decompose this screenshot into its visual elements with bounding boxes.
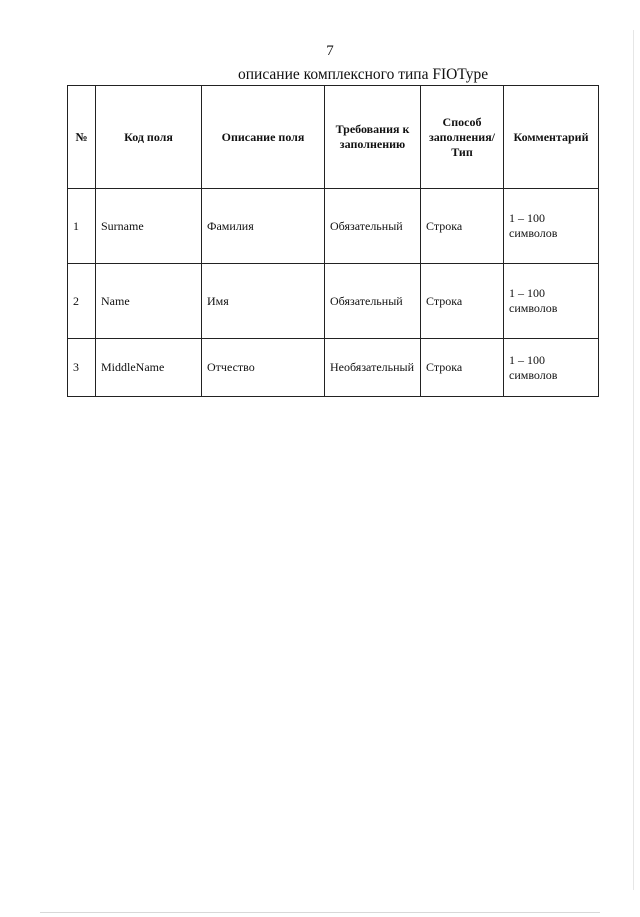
field-type: Строка: [421, 339, 504, 397]
header-number: №: [68, 86, 96, 189]
table-row: [68, 264, 599, 339]
header-requirements: Требования к заполнению: [325, 86, 421, 189]
field-requirement: Обязательный: [325, 189, 421, 264]
field-code: Name: [96, 264, 202, 339]
scan-edge-bottom: [40, 912, 600, 913]
field-type: Строка: [421, 189, 504, 264]
row-number: 3: [68, 339, 96, 397]
field-comment: 1 – 100 символов: [504, 189, 599, 264]
field-comment: 1 – 100 символов: [504, 339, 599, 397]
field-type: Строка: [421, 264, 504, 339]
field-requirement: Необязательный: [325, 339, 421, 397]
field-description: Отчество: [202, 339, 325, 397]
field-description: Имя: [202, 264, 325, 339]
header-comment: Комментарий: [504, 86, 599, 189]
field-code: MiddleName: [96, 339, 202, 397]
scan-edge-right: [633, 30, 634, 890]
header-field-description: Описание поля: [202, 86, 325, 189]
row-number: 2: [68, 264, 96, 339]
header-field-code: Код поля: [96, 86, 202, 189]
table-caption: описание комплексного типа FIOType: [238, 66, 489, 83]
page-number: 7: [326, 43, 334, 59]
field-spec-table: [67, 85, 599, 397]
field-code: Surname: [96, 189, 202, 264]
field-requirement: Обязательный: [325, 264, 421, 339]
field-comment: 1 – 100 символов: [504, 264, 599, 339]
row-number: 1: [68, 189, 96, 264]
table-row: [68, 189, 599, 264]
header-fill-method-type: Способ заполнения/ Тип: [421, 86, 504, 189]
table-row: [68, 339, 599, 397]
table-header-row: [68, 86, 599, 189]
field-description: Фамилия: [202, 189, 325, 264]
